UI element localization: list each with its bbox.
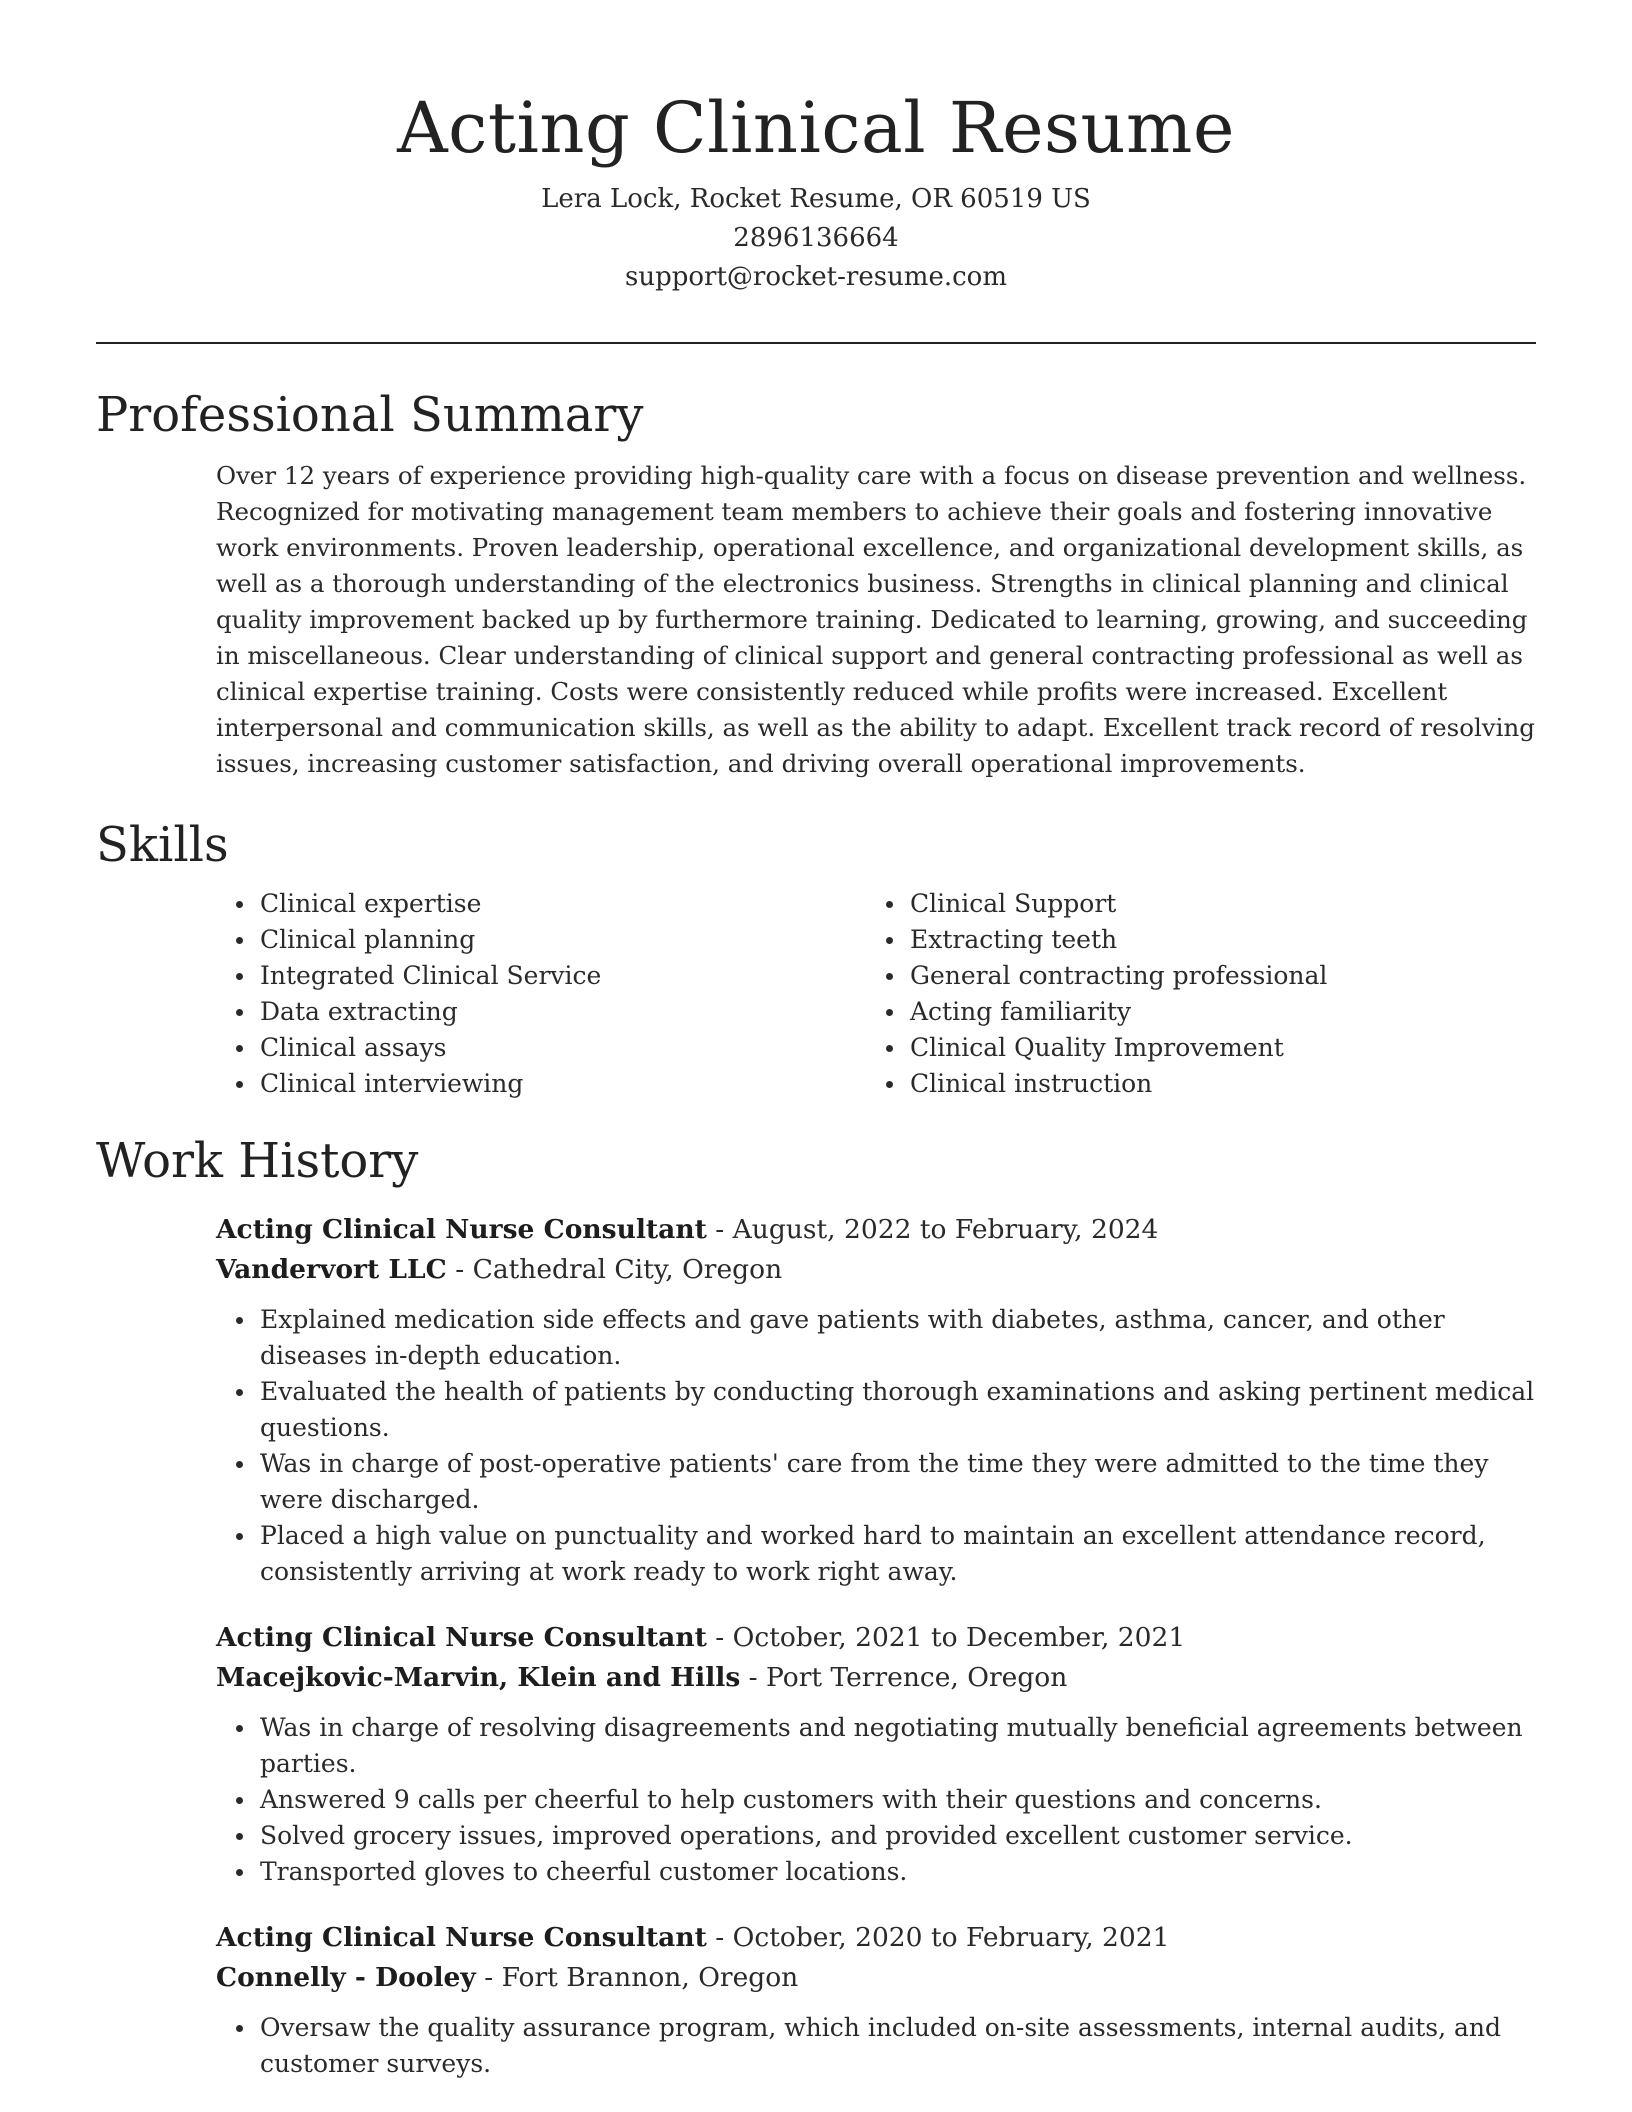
job-title-line	[216, 1918, 1536, 1958]
job-bullet: Transported gloves to cheerful customer locations.	[216, 1854, 1536, 1890]
skill-item: Data extracting	[216, 994, 866, 1030]
skills-column-left	[216, 886, 866, 1102]
skill-item: Clinical planning	[216, 922, 866, 958]
job-dates: - October, 2021 to December, 2021	[706, 1622, 1186, 1653]
job-entry	[216, 1210, 1536, 1590]
skills-list	[216, 886, 1536, 1102]
job-dates: - October, 2020 to February, 2021	[706, 1922, 1170, 1953]
skill-item: Clinical interviewing	[216, 1066, 866, 1102]
skill-item: Extracting teeth	[866, 922, 1516, 958]
job-bullet: Oversaw the quality assurance program, which included on-site assessments, internal audits, and customer surveys.	[216, 2010, 1536, 2082]
work-history-heading: Work History	[96, 1133, 419, 1189]
job-bullet: Was in charge of post-operative patients' care from the time they were admitted to the time they were discharged.	[216, 1446, 1536, 1518]
resume-body	[96, 380, 1536, 2082]
job-bullet: Answered 9 calls per cheerful to help customers with their questions and concerns.	[216, 1782, 1536, 1818]
skill-item: Integrated Clinical Service	[216, 958, 866, 994]
resume-header	[0, 80, 1632, 297]
job-company-line	[216, 1958, 1536, 1998]
header-divider	[96, 342, 1536, 344]
job-bullet: Was in charge of resolving disagreements and negotiating mutually beneficial agreements between parties.	[216, 1710, 1536, 1782]
skill-item: Clinical assays	[216, 1030, 866, 1066]
job-company: Connelly - Dooley	[216, 1962, 476, 1993]
contact-email: support@rocket-resume.com	[624, 262, 1007, 292]
job-bullet: Placed a high value on punctuality and worked hard to maintain an excellent attendance record, consistently arriving at work ready to work right away.	[216, 1518, 1536, 1590]
skill-item: Clinical Quality Improvement	[866, 1030, 1516, 1066]
summary-text: Over 12 years of experience providing high-quality care with a focus on disease prevention and wellness. Recognized for motivating management team members to achieve their goals and fostering innovative work environments. Proven leadership, operational excellence, and organizational development skills, as well as a thorough understanding of the electronics business. Strengths in clinical planning and clinical quality improvement backed up by furthermore training. Dedicated to learning, growing, and succeeding in miscellaneous. Clear understanding of clinical support and general contracting professional as well as clinical expertise training. Costs were consistently reduced while profits were increased. Excellent interpersonal and communication skills, as well as the ability to adapt. Excellent track record of resolving issues, increasing customer satisfaction, and driving overall operational improvements.	[216, 461, 1535, 778]
job-bullet: Evaluated the health of patients by conducting thorough examinations and asking pertinent medical questions.	[216, 1374, 1536, 1446]
job-company-line	[216, 1658, 1536, 1698]
skills-heading: Skills	[96, 817, 229, 873]
job-bullet: Explained medication side effects and gave patients with diabetes, asthma, cancer, and other diseases in-depth education.	[216, 1302, 1536, 1374]
skill-item: Acting familiarity	[866, 994, 1516, 1030]
job-location: - Cathedral City, Oregon	[446, 1254, 783, 1285]
job-location: - Port Terrence, Oregon	[740, 1662, 1068, 1693]
job-dates: - August, 2022 to February, 2024	[706, 1214, 1159, 1245]
summary-heading: Professional Summary	[96, 387, 644, 443]
skill-item: Clinical Support	[866, 886, 1516, 922]
skill-item: General contracting professional	[866, 958, 1516, 994]
job-title-line	[216, 1210, 1536, 1250]
job-bullets	[216, 2010, 1536, 2082]
job-title: Acting Clinical Nurse Consultant	[216, 1622, 707, 1653]
job-title: Acting Clinical Nurse Consultant	[216, 1214, 707, 1245]
job-company: Macejkovic-Marvin, Klein and Hills	[216, 1662, 741, 1693]
job-location: - Fort Brannon, Oregon	[475, 1962, 799, 1993]
job-bullet: Solved grocery issues, improved operations, and provided excellent customer service.	[216, 1818, 1536, 1854]
job-entry	[216, 1918, 1536, 2082]
job-company-line	[216, 1250, 1536, 1290]
job-title: Acting Clinical Nurse Consultant	[216, 1922, 707, 1953]
job-bullets	[216, 1710, 1536, 1890]
skills-column-right	[866, 886, 1516, 1102]
contact-phone: 2896136664	[733, 223, 899, 253]
job-entry	[216, 1618, 1536, 1890]
job-title-line	[216, 1618, 1536, 1658]
job-bullets	[216, 1302, 1536, 1590]
skill-item: Clinical expertise	[216, 886, 866, 922]
resume-title: Acting Clinical Resume	[397, 87, 1235, 169]
contact-address: Lera Lock, Rocket Resume, OR 60519 US	[541, 184, 1091, 214]
job-company: Vandervort LLC	[216, 1254, 447, 1285]
skill-item: Clinical instruction	[866, 1066, 1516, 1102]
